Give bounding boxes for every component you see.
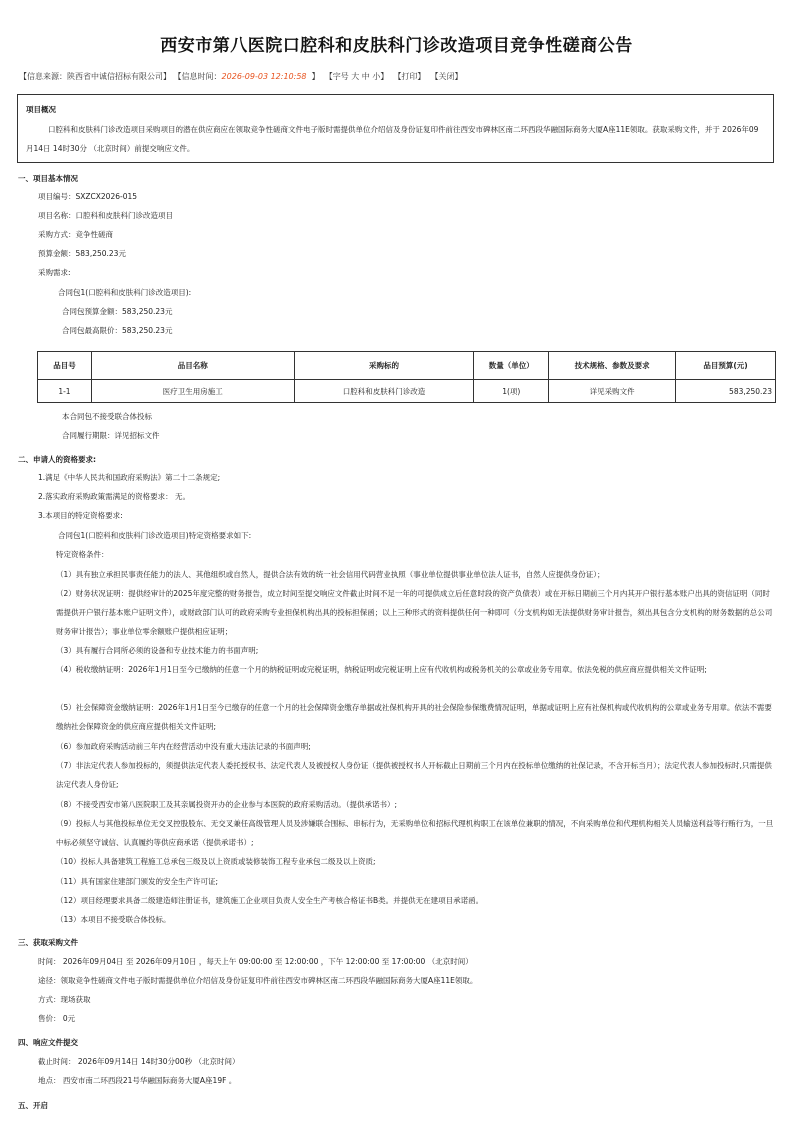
print-link[interactable]: 【打印】 <box>393 72 426 81</box>
condition-1: （1）具有独立承担民事责任能力的法人、其他组织或自然人，提供合法有效的统一社会信用代码营业执照（事业单位提供事业单位法人证书，自然人应提供身份证）； <box>56 570 605 579</box>
condition-8: （8）不接受西安市第八医院职工及其亲属投资开办的企业参与本医院的政府采购活动。（提供承诺书）; <box>56 800 398 809</box>
section-2-heading: 二、申请人的资格要求: <box>18 455 96 464</box>
condition-2: （2）财务状况证明：提供经审计的2025年度完整的财务报告，成立时间至提交响应文件截止时间不足一年的可提供成立后任意时段的资产负债表）或在开标日期前三个月内其开户银行基本账户出具的资信证明（同时需提供开户银行基本账户证明文件），或财政部门认可的政府采购专业担保机构出具的投标担保函；以上三种形式的资料提供任何一种即可（分支机构如无法提供财务审计报告，须出具包含分支机构的财务数据的总公司财务审计报告）；事业单位零余额账户提供相应证明； <box>56 589 773 636</box>
contract-package: 合同包1(口腔科和皮肤科门诊改造项目): <box>58 288 192 297</box>
specific-conditions-label: 特定资格条件： <box>56 550 109 559</box>
section-4-heading: 四、响应文件提交 <box>18 1038 78 1047</box>
cell-quantity: 1(项) <box>474 380 549 403</box>
qualification-2: 2.落实政府采购政策需满足的资格要求： 无。 <box>38 492 191 501</box>
procurement-method: 采购方式：竞争性磋商 <box>38 230 113 239</box>
qualification-1: 1.满足《中华人民共和国政府采购法》第二十二条规定; <box>38 473 221 482</box>
col-budget: 品目预算(元) <box>676 352 776 380</box>
table-header-row <box>38 352 776 380</box>
section-3-heading: 三、获取采购文件 <box>18 938 78 947</box>
no-consortium-note: 本合同包不接受联合体投标 <box>62 412 152 421</box>
items-table <box>37 351 776 403</box>
info-time-suffix: 】 <box>311 72 320 81</box>
obtain-price: 售价： 0元 <box>38 1014 76 1023</box>
condition-5: （5）社会保障资金缴纳证明：2026年1月1日至今已缴存的任意一个月的社会保障资金缴存单据或社保机构开具的社会保险参保缴费情况证明，单据或证明上应有社保机构或代收机构的公章或业务专用章。依法不需要缴纳社会保障资金的供应商应提供相关文件证明; <box>56 703 772 731</box>
cell-item-name: 医疗卫生用房施工 <box>91 380 294 403</box>
col-item-no: 品目号 <box>38 352 92 380</box>
overview-heading: 项目概况 <box>26 105 56 114</box>
package-max-price: 合同包最高限价：583,250.23元 <box>62 326 173 335</box>
overview-text: 口腔科和皮肤科门诊改造项目采购项目的潜在供应商应在领取竞争性磋商文件电子版时需提供单位介绍信及身份证复印件前往西安市碑林区南二环西段华融国际商务大厦A座11E领取。获取采购文件，并于 2026年09月14日 14时30分 （北京时间）前提交响应文件。 <box>26 125 759 153</box>
condition-10: （10）投标人具备建筑工程施工总承包三级及以上资质或装修装饰工程专业承包二级及以上资质; <box>56 857 376 866</box>
info-time-prefix: 【信息时间： <box>173 72 222 81</box>
condition-11: （11）具有国家住建部门颁发的安全生产许可证; <box>56 877 219 886</box>
condition-7: （7）非法定代表人参加投标的，须提供法定代表人委托授权书、法定代表人及被授权人身份证（提供被授权书人开标截止日期前三个月内在投标单位缴纳的社保记录，不含开标当月）；法定代表人参加投标时,只需提供法定代表人身份证; <box>56 761 772 789</box>
info-time-value: 2026-09-03 12:10:58 <box>221 72 307 81</box>
submission-place: 地点： 西安市南二环西段21号华融国际商务大厦A座19F 。 <box>38 1076 237 1085</box>
obtain-time: 时间： 2026年09月04日 至 2026年09月10日 ，每天上午 09:00:00 至 12:00:00 ，下午 12:00:00 至 17:00:00 （北京时间） <box>38 957 473 966</box>
contract-period: 合同履行期限：详见招标文件 <box>62 431 160 440</box>
page-title: 西安市第八医院口腔科和皮肤科门诊改造项目竞争性磋商公告 <box>160 36 633 56</box>
package-specific-requirements: 合同包1(口腔科和皮肤科门诊改造项目)特定资格要求如下: <box>58 531 252 540</box>
cell-subject: 口腔科和皮肤科门诊改造 <box>294 380 474 403</box>
condition-6: （6）参加政府采购活动前三年内在经营活动中没有重大违法记录的书面声明; <box>56 742 311 751</box>
cell-item-no: 1-1 <box>38 380 92 403</box>
submission-deadline: 截止时间： 2026年09月14日 14时30分00秒 （北京时间） <box>38 1057 240 1066</box>
section-5-heading: 五、开启 <box>18 1101 48 1110</box>
obtain-method: 方式：现场获取 <box>38 995 91 1004</box>
close-link[interactable]: 【关闭】 <box>430 72 463 81</box>
cell-spec: 详见采购文件 <box>549 380 676 403</box>
project-number: 项目编号：SXZCX2026-015 <box>38 192 138 201</box>
budget-amount: 预算金额：583,250.23元 <box>38 249 126 258</box>
package-budget: 合同包预算金额：583,250.23元 <box>62 307 173 316</box>
qualification-3: 3.本项目的特定资格要求: <box>38 511 123 520</box>
cell-budget: 583,250.23 <box>676 380 776 403</box>
col-item-name: 品目名称 <box>91 352 294 380</box>
col-subject: 采购标的 <box>294 352 474 380</box>
condition-12: （12）项目经理要求具备二级建造师注册证书，建筑施工企业项目负责人安全生产考核合格证书B类。并提供无在建项目承诺函。 <box>56 896 484 905</box>
project-name: 项目名称：口腔科和皮肤科门诊改造项目 <box>38 211 173 220</box>
condition-13: （13）本项目不接受联合体投标。 <box>56 915 171 924</box>
procurement-needs: 采购需求: <box>38 268 71 277</box>
info-source: 【信息来源：陕西省中诚信招标有限公司】 <box>19 72 171 81</box>
col-quantity: 数量（单位） <box>474 352 549 380</box>
section-1-heading: 一、项目基本情况 <box>18 174 78 183</box>
condition-3: （3）具有履行合同所必须的设备和专业技术能力的书面声明; <box>56 646 259 655</box>
font-size-control[interactable]: 【字号 大 中 小】 <box>324 72 389 81</box>
col-spec: 技术规格、参数及要求 <box>549 352 676 380</box>
table-row <box>38 380 776 403</box>
info-bar <box>19 71 463 82</box>
condition-9: （9）投标人与其他投标单位无交叉控股股东、无交叉兼任高级管理人员及涉嫌联合围标、串标行为，无采购单位和招标代理机构职工在该单位兼职的情况，不向采购单位和代理机构相关人员输送利益等行贿行为，一旦中标必须坚守诚信、认真履约等供应商承诺（提供承诺书）; <box>56 819 774 847</box>
condition-4: （4）税收缴纳证明：2026年1月1日至今已缴纳的任意一个月的纳税证明或完税证明，纳税证明或完税证明上应有代收机构或税务机关的公章或业务专用章。依法免税的供应商应提供相关文件证明; <box>56 665 707 674</box>
project-overview-box <box>17 94 774 163</box>
obtain-way: 途径：领取竞争性磋商文件电子版时需提供单位介绍信及身份证复印件前往西安市碑林区南二环西段华融国际商务大厦A座11E领取。 <box>38 976 478 985</box>
